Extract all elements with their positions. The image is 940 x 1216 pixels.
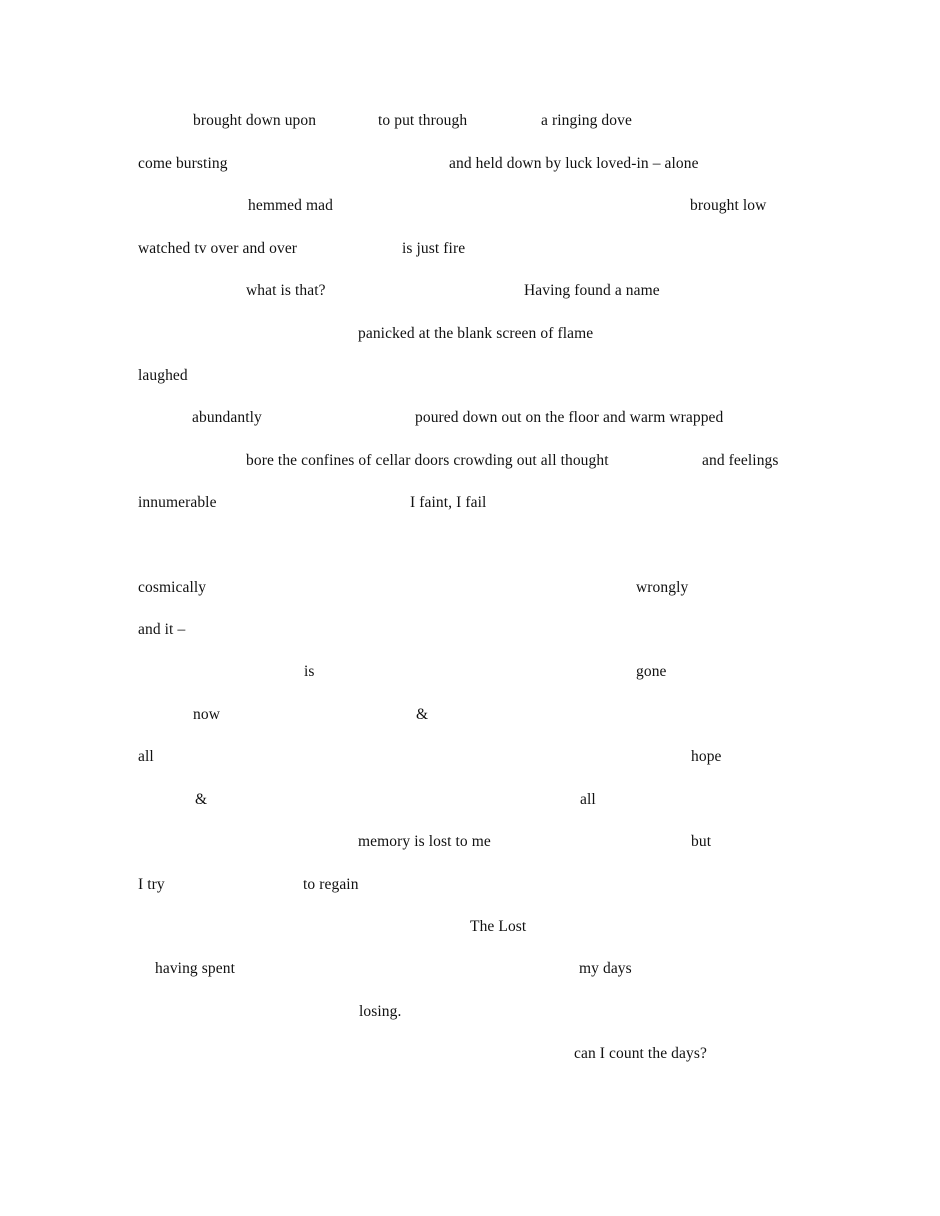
poem-fragment: a ringing dove xyxy=(541,112,632,129)
poem-fragment: laughed xyxy=(138,367,188,384)
poem-line xyxy=(0,580,940,600)
poem-fragment: and it – xyxy=(138,621,186,638)
poem-fragment: panicked at the blank screen of flame xyxy=(358,325,594,342)
poem-fragment: abundantly xyxy=(192,409,262,426)
poem-line xyxy=(0,792,940,812)
poem-fragment: I faint, I fail xyxy=(410,494,487,511)
poem-fragment: all xyxy=(580,791,596,808)
poem-fragment: my days xyxy=(579,960,632,977)
poem-fragment: Having found a name xyxy=(524,282,660,299)
poem-fragment: can I count the days? xyxy=(574,1045,707,1062)
poem-line xyxy=(0,622,940,642)
poem-fragment: now xyxy=(193,706,220,723)
poem-fragment: bore the confines of cellar doors crowding out all thought xyxy=(246,452,609,469)
poem-fragment: watched tv over and over xyxy=(138,240,298,257)
poem-line xyxy=(0,707,940,727)
poem-fragment: losing. xyxy=(359,1003,402,1020)
poem-fragment: come bursting xyxy=(138,155,228,172)
poem-line xyxy=(0,1004,940,1024)
poem-fragment: to regain xyxy=(303,876,359,893)
poem-fragment: hope xyxy=(691,748,722,765)
poem-fragment: brought down upon xyxy=(193,112,317,129)
poem-fragment: to put through xyxy=(378,112,468,129)
poem-line xyxy=(0,1046,940,1066)
poem-fragment: cosmically xyxy=(138,579,207,596)
poem-fragment: & xyxy=(195,791,208,808)
poem-fragment: what is that? xyxy=(246,282,326,299)
poem-line xyxy=(0,877,940,897)
poem-fragment: innumerable xyxy=(138,494,217,511)
poem-line xyxy=(0,834,940,854)
poem-line xyxy=(0,749,940,769)
poem-fragment: and feelings xyxy=(702,452,779,469)
poem-fragment: is just fire xyxy=(402,240,466,257)
poem-fragment: and held down by luck loved-in – alone xyxy=(449,155,699,172)
poem-fragment: having spent xyxy=(155,960,235,977)
poem-fragment: gone xyxy=(636,663,667,680)
poem-fragment: brought low xyxy=(690,197,767,214)
poem-fragment: poured down out on the floor and warm wrapped xyxy=(415,409,724,426)
poem-fragment: all xyxy=(138,748,154,765)
poem-line xyxy=(0,919,940,939)
poem-fragment: hemmed mad xyxy=(248,197,333,214)
poem-fragment: I try xyxy=(138,876,165,893)
poem-line xyxy=(0,961,940,981)
poem-fragment: The Lost xyxy=(470,918,527,935)
poem-line xyxy=(0,664,940,684)
poem-fragment: but xyxy=(691,833,712,850)
poem-fragment: is xyxy=(304,663,315,680)
poem-fragment: wrongly xyxy=(636,579,689,596)
poem-fragment: memory is lost to me xyxy=(358,833,491,850)
poem-fragment: & xyxy=(416,706,429,723)
